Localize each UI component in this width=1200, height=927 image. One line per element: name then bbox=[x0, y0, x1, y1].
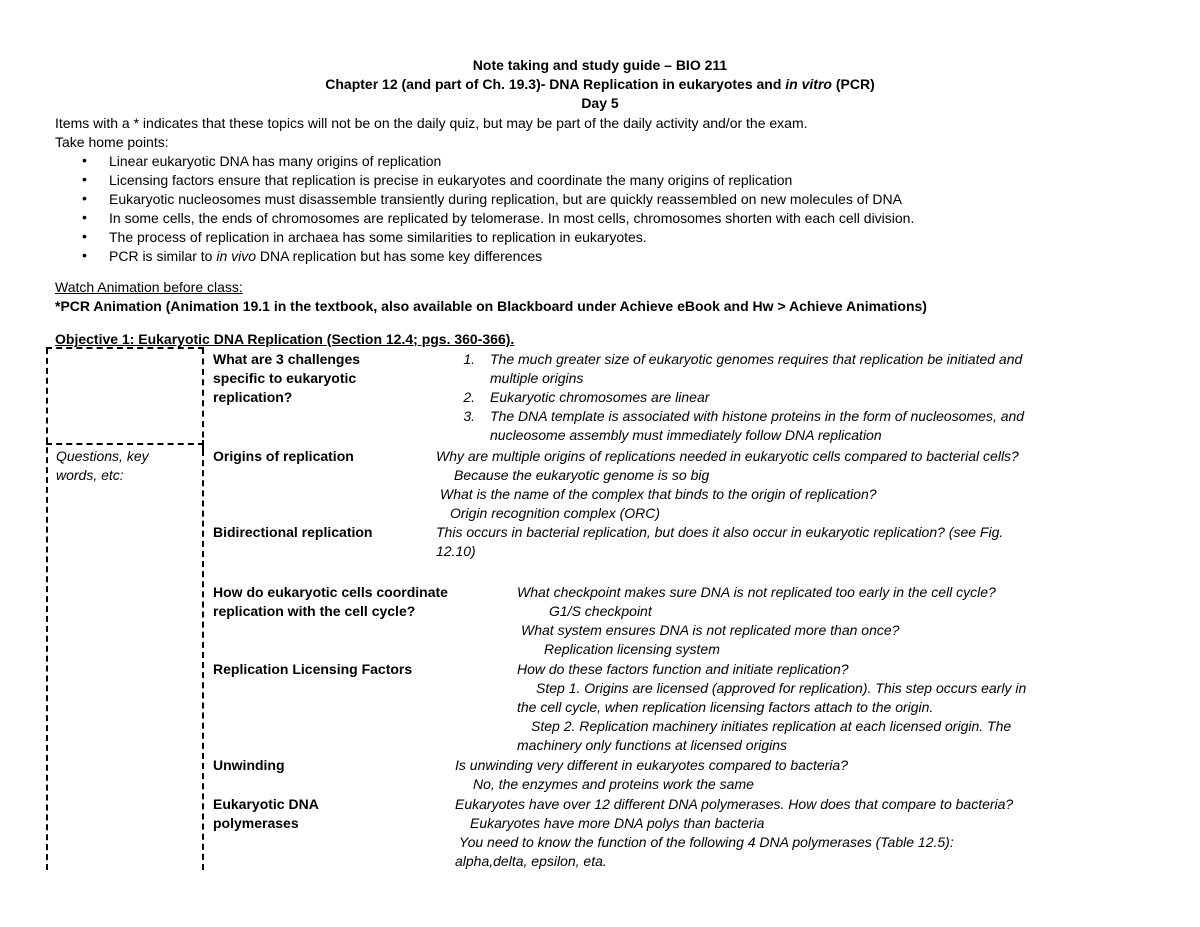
margin-label: Questions, key bbox=[56, 448, 149, 464]
point-text: PCR is similar to bbox=[109, 248, 217, 264]
note-answer: No, the enzymes and proteins work the same bbox=[473, 776, 754, 792]
chapter-title-suffix: (PCR) bbox=[831, 76, 875, 92]
note-answer: G1/S checkpoint bbox=[549, 603, 652, 619]
note-question: How do these factors function and initiate replication? bbox=[517, 661, 849, 677]
bullet-icon bbox=[82, 209, 90, 228]
term-polymerases: polymerases bbox=[213, 815, 299, 831]
animation-text: *PCR Animation (Animation 19.1 in the textbook, also available on Blackboard under Achieve eBook and Hw > Achieve Animations) bbox=[55, 298, 927, 314]
table-top-border bbox=[46, 347, 204, 349]
note-question: This occurs in bacterial replication, but does it also occur in eukaryotic replication? (see Fig. bbox=[436, 524, 1004, 540]
doc-title: Note taking and study guide – BIO 211 bbox=[472, 57, 728, 73]
note-answer: Because the eukaryotic genome is so big bbox=[454, 467, 710, 483]
take-home-point: The process of replication in archaea has some similarities to replication in eukaryotes. bbox=[109, 229, 647, 245]
note-answer: Step 2. Replication machinery initiates replication at each licensed origin. The bbox=[531, 718, 1012, 734]
note-answer: Step 1. Origins are licensed (approved for replication). This step occurs early in bbox=[536, 680, 1027, 696]
list-number: 3. bbox=[463, 408, 475, 424]
challenge-item: The DNA template is associated with histone proteins in the form of nucleosomes, and bbox=[490, 408, 1025, 424]
challenge-item: multiple origins bbox=[490, 370, 584, 386]
term-coordinate: How do eukaryotic cells coordinate bbox=[213, 584, 448, 600]
note-answer: Eukaryotes have more DNA polys than bacteria bbox=[470, 815, 765, 831]
animation-label: Watch Animation before class: bbox=[55, 279, 243, 295]
note-question: 12.10) bbox=[436, 543, 476, 559]
point-italic: in vivo bbox=[216, 248, 257, 264]
note-answer: You need to know the function of the following 4 DNA polymerases (Table 12.5): bbox=[459, 834, 954, 850]
term-coordinate: replication with the cell cycle? bbox=[213, 603, 416, 619]
list-number: 2. bbox=[463, 389, 475, 405]
challenge-item: The much greater size of eukaryotic genomes requires that replication be initiated and bbox=[490, 351, 1023, 367]
objective-title: Objective 1: Eukaryotic DNA Replication (Section 12.4; pgs. 360-366). bbox=[55, 331, 515, 347]
term-challenges: What are 3 challenges bbox=[213, 351, 361, 367]
note-question: Is unwinding very different in eukaryotes compared to bacteria? bbox=[455, 757, 848, 773]
bullet-icon bbox=[82, 247, 90, 266]
challenge-item: Eukaryotic chromosomes are linear bbox=[490, 389, 710, 405]
term-challenges: replication? bbox=[213, 389, 293, 405]
point-suffix: DNA replication but has some key differences bbox=[256, 248, 543, 264]
term-bidirectional: Bidirectional replication bbox=[213, 524, 373, 540]
note-answer: Origin recognition complex (ORC) bbox=[450, 505, 661, 521]
take-home-point: Eukaryotic nucleosomes must disassemble transiently during replication, but are quickly reassembled on new molecules of DNA bbox=[109, 191, 902, 207]
note-answer: Replication licensing system bbox=[544, 641, 720, 657]
day-label: Day 5 bbox=[581, 95, 619, 111]
note-question: What system ensures DNA is not replicated more than once? bbox=[521, 622, 900, 638]
note-answer: alpha,delta, epsilon, eta. bbox=[455, 853, 607, 869]
table-left-border bbox=[46, 348, 48, 870]
term-origins: Origins of replication bbox=[213, 448, 354, 464]
bullet-icon bbox=[82, 190, 90, 209]
take-home-point: Licensing factors ensure that replication is precise in eukaryotes and coordinate the many origins of replication bbox=[109, 172, 793, 188]
list-number: 1. bbox=[463, 351, 475, 367]
term-challenges: specific to eukaryotic bbox=[213, 370, 357, 386]
bullet-icon bbox=[82, 228, 90, 247]
term-unwinding: Unwinding bbox=[213, 757, 285, 773]
column-divider-top bbox=[202, 348, 204, 448]
note-answer: machinery only functions at licensed origins bbox=[517, 737, 788, 753]
bullet-icon bbox=[82, 152, 90, 171]
take-home-point: In some cells, the ends of chromosomes are replicated by telomerase. In most cells, chromosomes shorten with each cell division. bbox=[109, 210, 915, 226]
margin-label: words, etc: bbox=[56, 467, 124, 483]
take-home-point bbox=[109, 247, 542, 266]
chapter-title-text: Chapter 12 (and part of Ch. 19.3)- DNA Replication in eukaryotes and bbox=[325, 76, 786, 92]
note-question: What checkpoint makes sure DNA is not replicated too early in the cell cycle? bbox=[517, 584, 996, 600]
term-licensing: Replication Licensing Factors bbox=[213, 661, 413, 677]
chapter-title-italic: in vitro bbox=[785, 76, 832, 92]
note-answer: the cell cycle, when replication licensing factors attach to the origin. bbox=[517, 699, 934, 715]
note-question: Eukaryotes have over 12 different DNA polymerases. How does that compare to bacteria? bbox=[455, 796, 1014, 812]
challenge-item: nucleosome assembly must immediately follow DNA replication bbox=[490, 427, 882, 443]
chapter-title bbox=[0, 75, 1200, 94]
margin-cell-divider bbox=[46, 443, 204, 445]
take-home-label: Take home points: bbox=[55, 134, 169, 150]
note-question: Why are multiple origins of replications needed in eukaryotic cells compared to bacterial cells? bbox=[436, 448, 1019, 464]
bullet-icon bbox=[82, 171, 90, 190]
take-home-point: Linear eukaryotic DNA has many origins of replication bbox=[109, 153, 442, 169]
column-divider-joint bbox=[202, 440, 204, 450]
term-polymerases: Eukaryotic DNA bbox=[213, 796, 319, 812]
intro-note: Items with a * indicates that these topics will not be on the daily quiz, but may be part of the daily activity and/or the exam. bbox=[55, 115, 808, 131]
note-question: What is the name of the complex that binds to the origin of replication? bbox=[440, 486, 877, 502]
column-divider bbox=[202, 450, 204, 870]
